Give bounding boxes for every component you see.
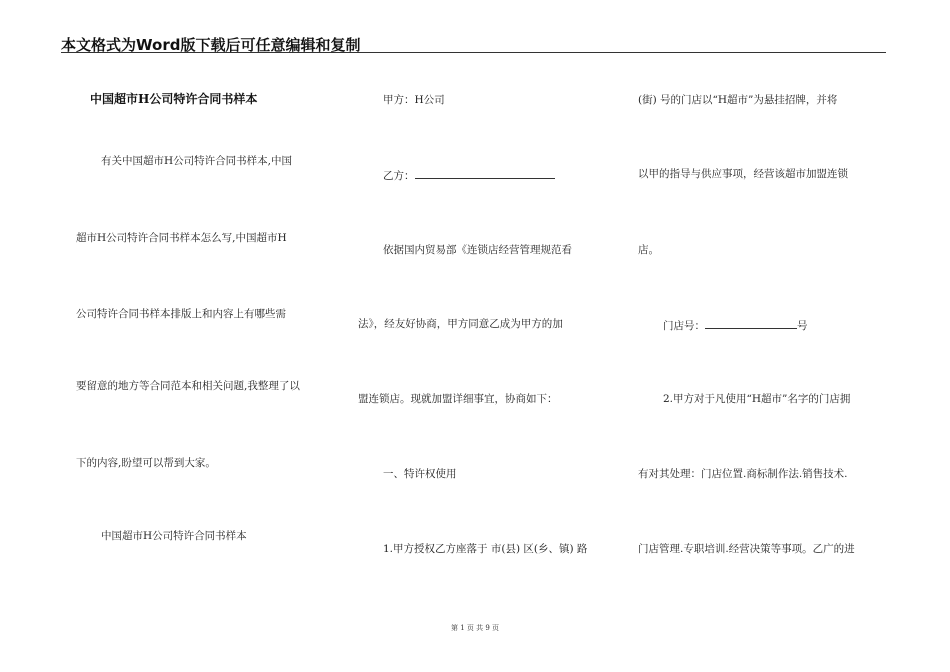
paragraph-line: 下的内容,盼望可以帮到大家。 <box>76 457 216 469</box>
party-b <box>383 168 555 182</box>
paragraph-line: 公司特许合同书样本排版上和内容上有哪些需 <box>76 308 286 320</box>
party-a: 甲方：H公司 <box>383 94 445 106</box>
paragraph-line: 要留意的地方等合同范本和相关问题,我整理了以 <box>76 380 300 392</box>
store-number <box>663 318 808 332</box>
paragraph-line: 盟连锁店。现就加盟详细事宜，协商如下： <box>358 393 558 405</box>
party-b-label: 乙方： <box>383 170 415 182</box>
paragraph-line: 有对其处理：门店位置.商标制作法.销售技术. <box>638 468 848 480</box>
paragraph-line: 门店管理.专职培训.经营决策等事项。乙广的进 <box>638 543 855 555</box>
header-divider <box>61 52 886 53</box>
paragraph-line: 依据国内贸易部《连锁店经营管理规范看 <box>383 244 572 256</box>
paragraph-line: 2.甲方对于凡使用“H超市”名字的门店拥 <box>663 393 851 405</box>
paragraph-line: 法》，经友好协商，甲方同意乙成为甲方的加 <box>358 318 563 330</box>
document-title: 中国超市H公司特许合同书样本 <box>90 92 258 106</box>
paragraph-line: 以甲的指导与供应事项，经营该超市加盟连锁 <box>638 168 848 180</box>
paragraph-line: 1.甲方授权乙方座落于 市(县) 区(乡、镇) 路 <box>383 543 588 555</box>
document-header: 本文格式为Word版下载后可任意编辑和复制 <box>61 36 361 54</box>
store-number-label: 门店号： <box>663 320 705 332</box>
paragraph-line: 超市H公司特许合同书样本怎么写,中国超市H <box>76 232 287 244</box>
section-heading: 一、特许权使用 <box>383 468 457 480</box>
page-number: 第 1 页 共 9 页 <box>450 624 500 632</box>
paragraph-line: (街) 号的门店以“H超市”为悬挂招牌，并将 <box>638 94 838 106</box>
subheading: 中国超市H公司特许合同书样本 <box>101 530 247 542</box>
paragraph-line: 店。 <box>638 244 659 256</box>
party-b-blank <box>415 168 555 179</box>
store-number-suffix: 号 <box>797 320 808 332</box>
store-number-blank <box>705 318 797 329</box>
paragraph-line: 有关中国超市H公司特许合同书样本,中国 <box>101 155 292 167</box>
